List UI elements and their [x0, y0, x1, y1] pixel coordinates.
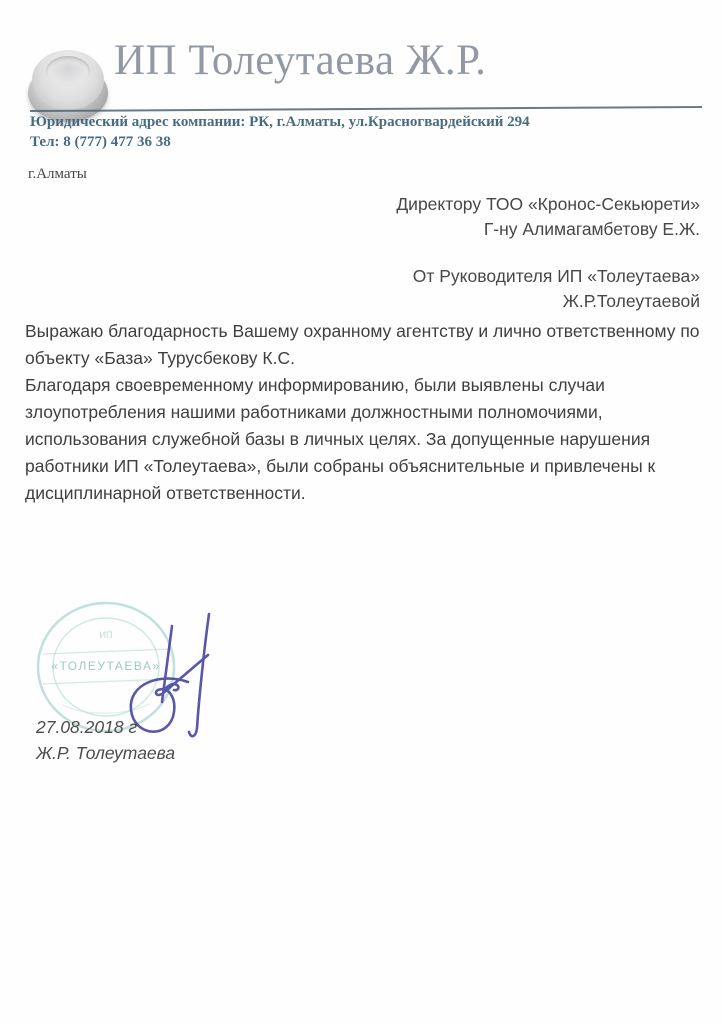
body-line: дисциплинарной ответственности. — [25, 483, 306, 503]
body-line: Благодаря своевременному информированию, были выявлены случаи — [25, 375, 605, 395]
signoff-name: Ж.Р. Толеутаева — [36, 743, 176, 763]
stamp-top-text: ИП — [99, 630, 113, 640]
company-address: Юридический адрес компании: РК, г.Алматы, ул.Красногвардейский 294 — [30, 114, 530, 130]
sender-line-name: Ж.Р.Толеутаевой — [562, 291, 700, 311]
signoff-date: 27.08.2018 г — [36, 717, 138, 737]
body-line: использования служебной базы в личных целях. За допущенные нарушения — [25, 429, 651, 449]
signoff-block — [36, 714, 296, 766]
sender-line-from: От Руководителя ИП «Толеутаева» — [412, 266, 700, 286]
logo-pebble-indent — [46, 56, 90, 86]
recipient-block — [280, 192, 700, 314]
company-phone: Тел: 8 (777) 477 36 38 — [30, 134, 171, 150]
company-name-title: ИП Толеутаева Ж.Р. — [114, 37, 487, 84]
letter-city: г.Алматы — [28, 166, 87, 182]
body-line: объекту «База» Турусбекову К.С. — [25, 348, 295, 368]
body-line: злоупотребления нашими работниками должностными полномочиями, — [25, 402, 603, 422]
letter-body — [25, 318, 705, 507]
stamp-band-text: «ТОЛЕУТАЕВА» — [51, 659, 161, 673]
recipient-gap — [280, 242, 700, 264]
body-line: Выражаю благодарность Вашему охранному агентству и лично ответственному по — [25, 321, 700, 341]
body-line: работники ИП «Толеутаева», были собраны объяснительные и привлечены к — [25, 456, 656, 476]
recipient-line-director: Директору ТОО «Кронос-Секьюрети» — [396, 194, 700, 214]
letterhead-contacts — [30, 112, 630, 152]
recipient-line-person: Г-ну Алимагамбетову Е.Ж. — [483, 219, 700, 239]
